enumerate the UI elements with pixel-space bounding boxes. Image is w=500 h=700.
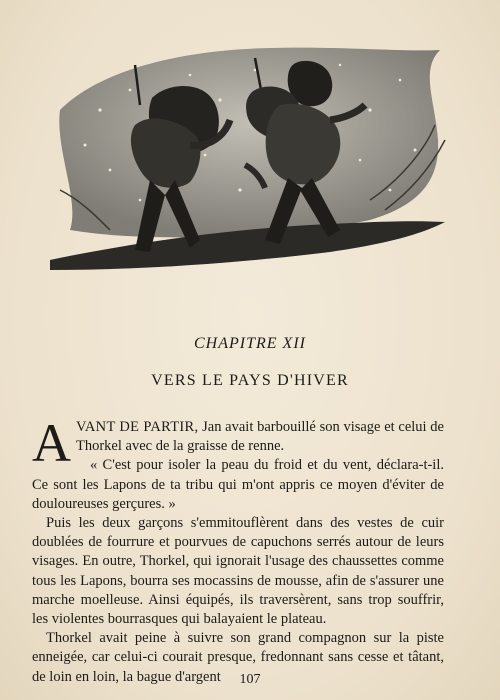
- lead-small-caps: VANT DE PARTIR,: [76, 419, 199, 435]
- paragraph-1: [32, 413, 444, 473]
- paragraph-1-rest: Jan avait barbouillé son visage et celui de Thorkel avec de la graisse de renne.: [76, 419, 444, 455]
- chapter-label: CHAPITRE XII: [194, 335, 306, 352]
- drop-cap: A: [32, 413, 71, 473]
- paragraph-3: Puis les deux garçons s'emmitouflèrent dans des vestes de cuir doublées de fourrure et pourvues de capuchons serrés autour de leurs visages. En outre, Thorkel, qui ignorait l'usage des chaussettes comme tous les Lapons, bourra ses mocassins de mousse, afin de s'assurer une marche moelleuse. Ainsi équipés, ils traversèrent, sans trop souffrir, les violentes bourrasques qui balayaient le plateau.: [32, 515, 444, 628]
- paragraph-2: « C'est pour isoler la peau du froid et du vent, déclara-t-il. Ce sont les Lapons de ta tribu qui m'ont appris ce moyen d'éviter de douloureuses gerçures. »: [32, 457, 444, 512]
- chapter-title: VERS LE PAYS D'HIVER: [151, 372, 349, 389]
- paragraph-4: Thorkel avait peine à suivre son grand compagnon sur la piste enneigée, car celui-ci courait presque, fredonnant sans cesse et tâtant, de loin en loin, la bague d'argent: [32, 630, 444, 685]
- sky-wash: [59, 48, 440, 238]
- page-number: 107: [239, 672, 261, 687]
- illustration-two-travelers-in-snowstorm: [40, 30, 460, 280]
- chapter-body-text: [32, 413, 444, 687]
